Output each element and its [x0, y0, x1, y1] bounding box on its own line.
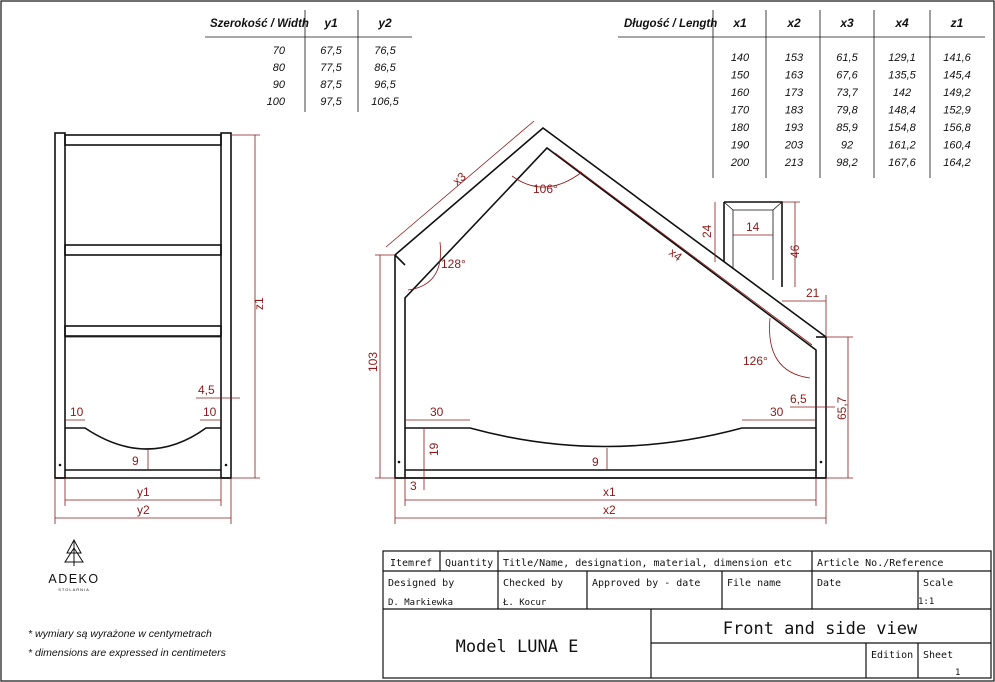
angle-126: 126°: [743, 354, 768, 368]
tb-checked-by: Checked by: [503, 578, 564, 589]
front-dim-x2: x2: [603, 503, 616, 517]
tb-itemref: Itemref: [390, 558, 433, 569]
front-dim-19: 19: [427, 442, 441, 456]
side-dim-10-right: 10: [203, 405, 217, 419]
length-table-cell: 170: [730, 104, 750, 117]
length-table-cell: 61,5: [836, 52, 858, 64]
y1-header: y1: [324, 16, 338, 30]
tb-date: Date: [817, 578, 842, 589]
side-dim-z1: z1: [252, 297, 266, 310]
front-dim-21: 21: [806, 286, 820, 300]
width-table-cell: 67,5: [320, 45, 342, 57]
length-table-cell: 200: [730, 157, 750, 169]
tb-scale: Scale: [923, 578, 954, 589]
width-table-cell: 86,5: [374, 62, 396, 74]
length-table-cell: 142: [892, 87, 912, 99]
width-table-cell: 70: [272, 45, 285, 57]
y2-header: y2: [378, 16, 392, 30]
tb-sheet-value: 1: [955, 668, 961, 678]
tb-title-label: Title/Name, designation, material, dimension etc: [503, 558, 792, 569]
angle-128: 128°: [441, 257, 466, 271]
length-table-cell: 141,6: [943, 52, 971, 64]
side-dim-10-left: 10: [70, 405, 84, 419]
width-table-cell: 106,5: [371, 96, 399, 108]
length-table-cell: 92: [840, 139, 854, 152]
length-table-cell: 161,2: [888, 139, 916, 152]
tb-view: Front and side view: [722, 619, 918, 639]
front-dim-x4: x4: [666, 245, 685, 265]
length-table-cell: 140: [730, 52, 750, 64]
width-table-cell: 90: [272, 79, 285, 91]
length-table-cell: 73,7: [836, 87, 858, 99]
tb-designer: D. Markiewka: [388, 598, 454, 608]
title-block: [383, 551, 991, 678]
length-table-cell: 160,4: [943, 139, 971, 152]
adeko-logo: [48, 540, 99, 592]
tb-scale-value: 1:1: [918, 597, 935, 607]
length-table-cell: 150: [730, 69, 750, 82]
length-table-cell: 154,8: [888, 122, 916, 134]
note-english: * dimensions are expressed in centimeters: [28, 647, 226, 659]
width-table-cell: 76,5: [374, 45, 396, 57]
side-view: [55, 133, 266, 524]
length-table-cell: 145,4: [943, 69, 971, 82]
width-table-cell: 96,5: [374, 79, 396, 91]
tb-sheet: Sheet: [923, 650, 954, 661]
length-table: [618, 10, 985, 178]
length-table-cell: 156,8: [943, 122, 971, 134]
length-table-cell: 213: [784, 157, 804, 169]
tb-quantity: Quantity: [445, 558, 494, 569]
front-dim-3: 3: [410, 479, 417, 493]
width-table: [205, 10, 412, 112]
front-dim-9: 9: [592, 455, 599, 469]
tb-model: Model LUNA E: [455, 637, 579, 657]
front-dim-30-left: 30: [430, 405, 444, 419]
length-table-cell: 203: [784, 139, 804, 152]
x3-header: x3: [840, 16, 854, 30]
width-header: Szerokość / Width: [210, 18, 309, 30]
length-table-cell: 67,6: [836, 69, 858, 82]
tb-designed-by: Designed by: [388, 578, 455, 589]
width-table-cell: 77,5: [320, 62, 342, 74]
tb-article-label: Article No./Reference: [817, 558, 944, 569]
length-table-cell: 167,6: [888, 157, 916, 169]
width-table-cell: 97,5: [320, 96, 342, 108]
note-polish: * wymiary są wyrażone w centymetrach: [28, 628, 212, 640]
side-dim-9: 9: [132, 454, 139, 468]
logo-name: ADEKO: [48, 572, 100, 586]
length-table-cell: 173: [784, 87, 804, 99]
length-table-cell: 190: [730, 139, 750, 152]
length-table-cell: 135,5: [888, 69, 916, 82]
z1-header: z1: [950, 16, 964, 30]
tb-checker: Ł. Kocur: [503, 598, 547, 608]
front-dim-14: 14: [746, 220, 760, 234]
x1-header: x1: [733, 16, 747, 30]
front-dim-6-5: 6,5: [790, 392, 807, 406]
side-dim-4-5: 4,5: [198, 383, 215, 397]
length-table-cell: 85,9: [836, 122, 858, 134]
front-dim-24: 24: [700, 224, 714, 238]
length-table-cell: 153: [784, 52, 804, 64]
front-dim-x1: x1: [603, 485, 616, 499]
logo-sub: STOLARNIA: [58, 587, 90, 592]
front-dim-103: 103: [366, 351, 380, 372]
length-table-cell: 149,2: [943, 87, 971, 99]
side-dim-y2: y2: [137, 503, 150, 517]
length-table-cell: 152,9: [943, 104, 971, 117]
length-table-cell: 193: [784, 122, 804, 134]
front-dim-30-right: 30: [770, 405, 784, 419]
front-dim-65-7: 65,7: [835, 396, 849, 420]
length-table-cell: 148,4: [888, 104, 916, 117]
length-table-cell: 183: [784, 104, 804, 117]
tb-approved: Approved by - date: [592, 578, 701, 589]
tb-edition: Edition: [871, 650, 914, 661]
width-table-cell: 80: [272, 62, 285, 74]
x4-header: x4: [895, 16, 909, 30]
length-table-cell: 160: [730, 87, 750, 99]
length-table-cell: 98,2: [836, 157, 858, 169]
length-header: Długość / Length: [624, 18, 718, 30]
tb-file-name: File name: [727, 578, 782, 589]
length-table-cell: 164,2: [943, 157, 971, 169]
length-table-cell: 129,1: [888, 52, 916, 64]
width-table-cell: 100: [266, 96, 285, 108]
length-table-cell: 180: [730, 122, 750, 134]
angle-106: 106°: [533, 182, 558, 196]
width-table-cell: 87,5: [320, 79, 342, 91]
length-table-cell: 79,8: [836, 104, 858, 117]
front-view: [366, 121, 853, 524]
length-table-cell: 163: [784, 69, 804, 82]
front-dim-x3: x3: [449, 169, 469, 189]
x2-header: x2: [787, 16, 801, 30]
front-dim-46: 46: [788, 244, 802, 258]
side-dim-y1: y1: [137, 485, 150, 499]
